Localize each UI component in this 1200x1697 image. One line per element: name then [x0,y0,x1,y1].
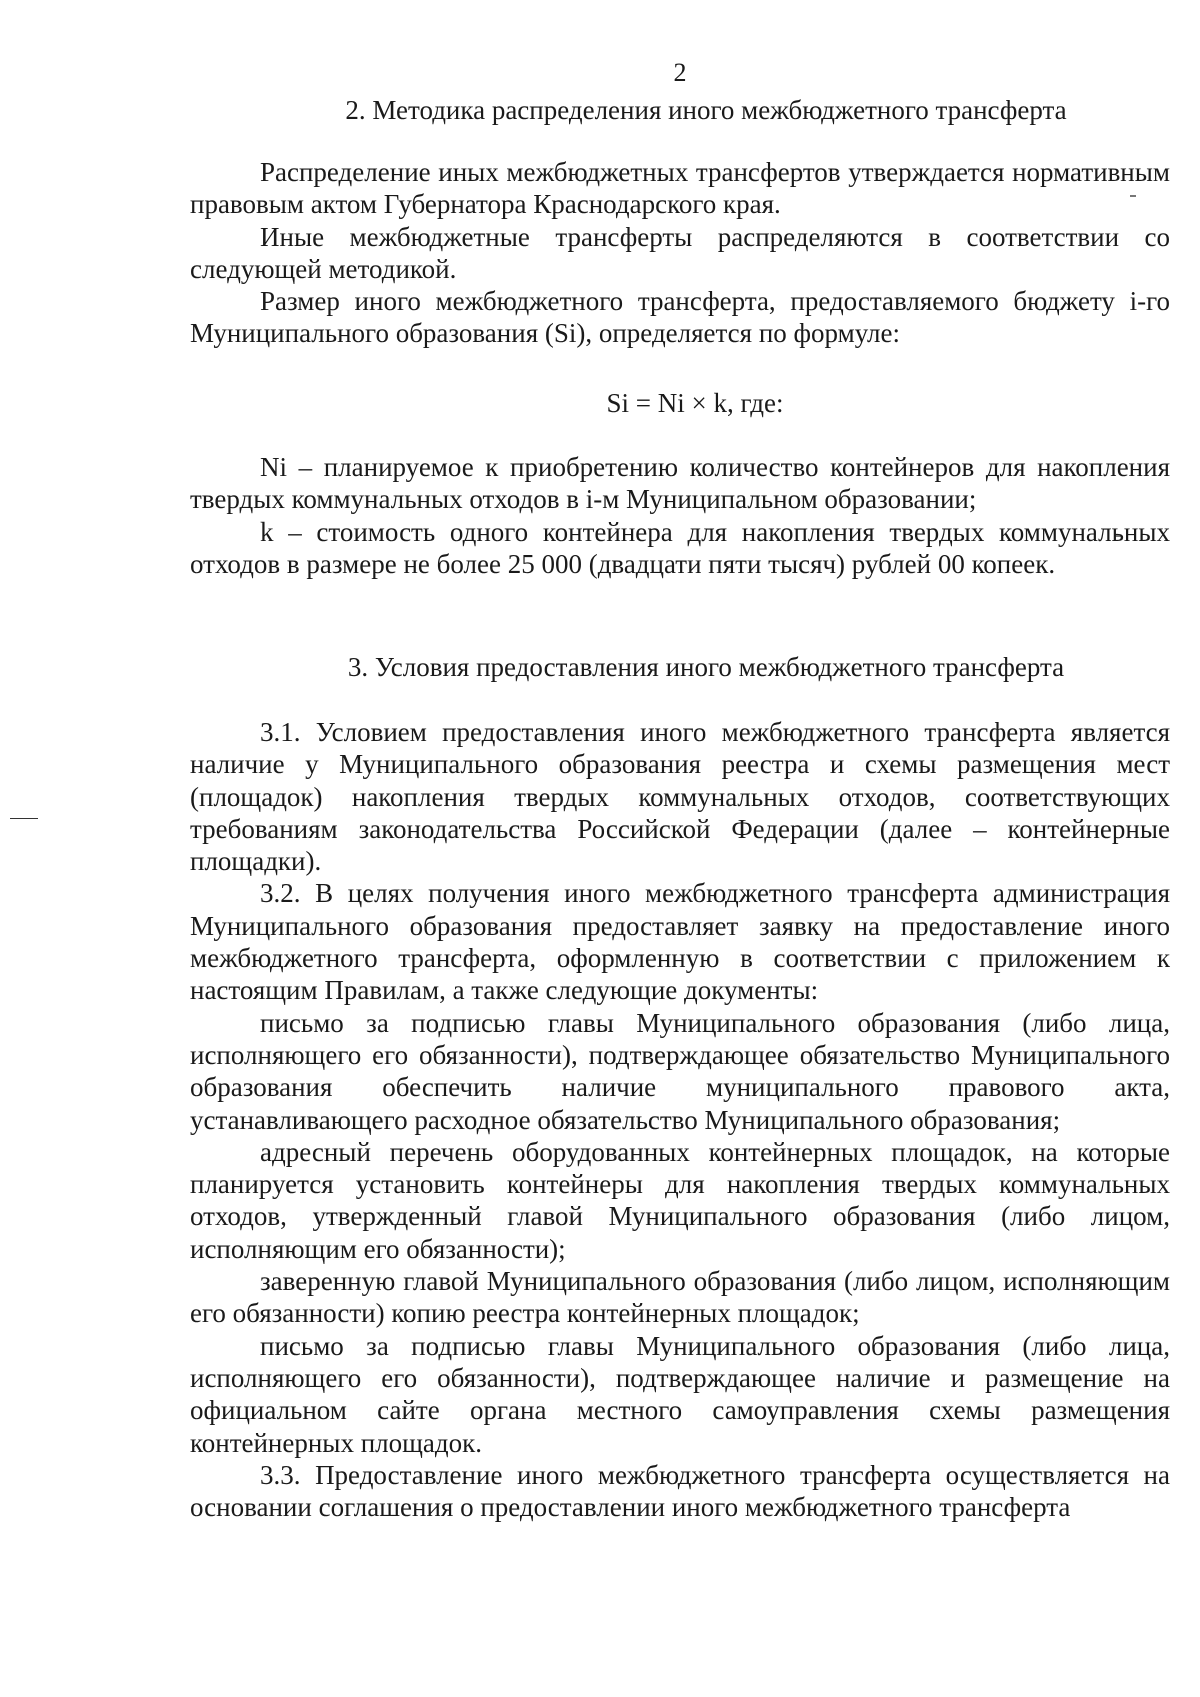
formula-definitions [190,451,1170,580]
document-item-address-list: адресный перечень оборудованных контейнерных площадок, на которые планируется установить контейнеры для накопления твердых коммунальных отходов, утвержденный главой Муниципального образования (либо лицом, исполняющим его обязанности); [190,1136,1170,1264]
formula: Si = Ni × k, где: [606,388,784,418]
section-2-body [190,156,1170,350]
definition-ni: Ni – планируемое к приобретению количество контейнеров для накопления твердых коммунальных отходов в i-м Муниципальном образовании; [190,452,1170,515]
document-item-letter-scheme: письмо за подписью главы Муниципального образования (либо лица, исполняющего его обязанности), подтверждающее наличие и размещение на официальном сайте органа местного самоуправления схемы размещения контейнерных площадок. [190,1330,1170,1458]
paragraph-3-1: 3.1. Условием предоставления иного межбюджетного трансферта является наличие у Муниципального образования реестра и схемы размещения мест (площадок) накопления твердых коммунальных отходов, соответствующих требованиям законодательства Российской Федерации (далее – контейнерные площадки). [190,717,1170,877]
paragraph-methodology: Иные межбюджетные трансферты распределяются в соответствии со следующей методикой. [190,221,1170,284]
paragraph-3-3: 3.3. Предоставление иного межбюджетного трансферта осуществляется на основании соглашения о предоставлении иного межбюджетного трансферта [190,1459,1170,1523]
definition-k: k – стоимость одного контейнера для накопления твердых коммунальных отходов в размере не более 25 000 (двадцати пяти тысяч) рублей 00 копеек. [190,516,1170,579]
document-item-letter-obligation: письмо за подписью главы Муниципального образования (либо лица, исполняющего его обязанности), подтверждающее обязательство Муниципального образования обеспечить наличие муниципального правового акта, устанавливающего расходное обязательство Муниципального образования; [190,1007,1170,1135]
paragraph-size-formula-intro: Размер иного межбюджетного трансферта, предоставляемого бюджету i-го Муниципального образования (Si), определяется по формуле: [190,286,1170,349]
document-page [190,0,1170,1697]
page-number: 2 [673,58,687,87]
document-item-registry-copy: заверенную главой Муниципального образования (либо лицом, исполняющим его обязанности) копию реестра контейнерных площадок; [190,1266,1170,1329]
paragraph-distribution: Распределение иных межбюджетных трансфертов утверждается нормативным правовым актом Губернатора Краснодарского края. [190,157,1170,220]
section-2-heading: 2. Методика распределения иного межбюджетного трансферта [345,95,1067,125]
margin-mark [10,818,38,819]
section-3-heading: 3. Условия предоставления иного межбюджетного трансферта [347,652,1065,682]
paragraph-3-2: 3.2. В целях получения иного межбюджетного трансферта администрация Муниципального образования предоставляет заявку на предоставление иного межбюджетного трансферта, оформленную в соответствии с приложением к настоящим Правилам, а также следующие документы: [190,878,1170,1006]
section-3-body [190,716,1170,1523]
